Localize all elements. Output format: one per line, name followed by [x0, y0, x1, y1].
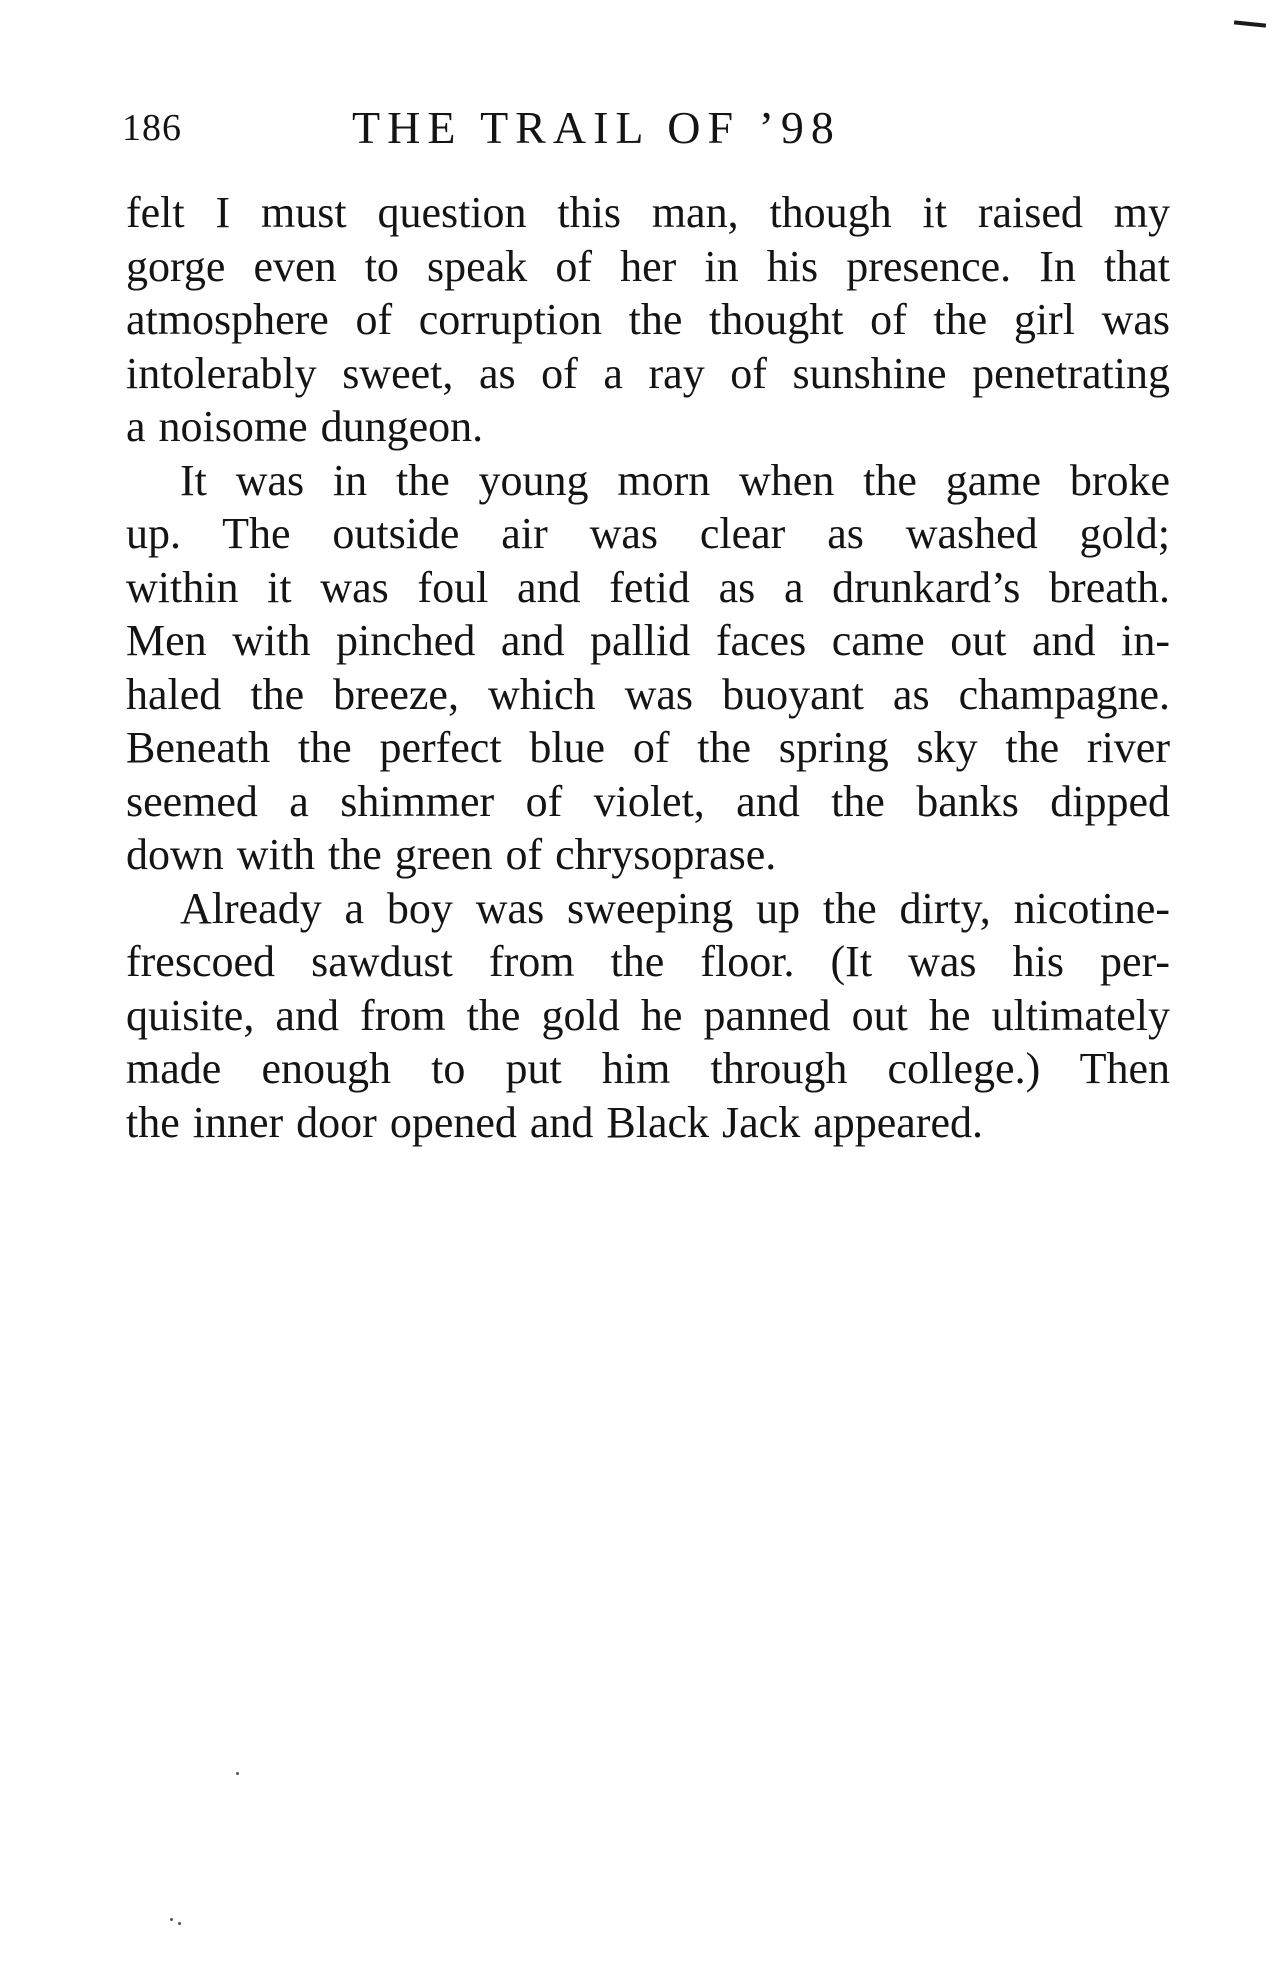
text-line: a noisome dungeon.: [126, 402, 484, 451]
text-line: atmosphere of corruption the thought of the girl was: [126, 295, 1170, 344]
text-line: Already a boy was sweeping up the dirty, nicotine-: [180, 883, 1170, 933]
scan-speck: [178, 1922, 181, 1925]
page-number: 186: [122, 107, 182, 149]
text-line: felt I must question this man, though it raised my: [126, 188, 1170, 237]
text-line: frescoed sawdust from the floor. (It was his per-: [126, 937, 1170, 986]
text-line: Beneath the perfect blue of the spring sky the river: [126, 723, 1170, 772]
body-text: [126, 186, 1170, 1149]
corner-mark: [1234, 20, 1266, 27]
text-line: down with the green of chrysoprase.: [126, 830, 777, 879]
text-line: intolerably sweet, as of a ray of sunshine penetrating: [126, 348, 1170, 398]
text-line: Men with pinched and pallid faces came out and in-: [126, 616, 1170, 665]
text-line: the inner door opened and Black Jack appeared.: [126, 1097, 983, 1147]
text-line: It was in the young morn when the game broke: [180, 455, 1170, 505]
running-head: [122, 98, 1182, 158]
running-title: THE TRAIL OF ’98: [352, 102, 841, 153]
text-line: within it was foul and fetid as a drunkard’s breath.: [126, 562, 1170, 612]
scan-speck: [170, 1918, 173, 1921]
text-line: gorge even to speak of her in his presence. In that: [126, 241, 1170, 291]
text-line: quisite, and from the gold he panned out he ultimately: [126, 990, 1170, 1040]
text-line: up. The outside air was clear as washed gold;: [126, 509, 1170, 558]
text-line: haled the breeze, which was buoyant as champagne.: [126, 669, 1170, 719]
scan-speck: [236, 1772, 239, 1775]
text-line: seemed a shimmer of violet, and the banks dipped: [126, 776, 1170, 826]
text-line: made enough to put him through college.) Then: [126, 1044, 1170, 1093]
